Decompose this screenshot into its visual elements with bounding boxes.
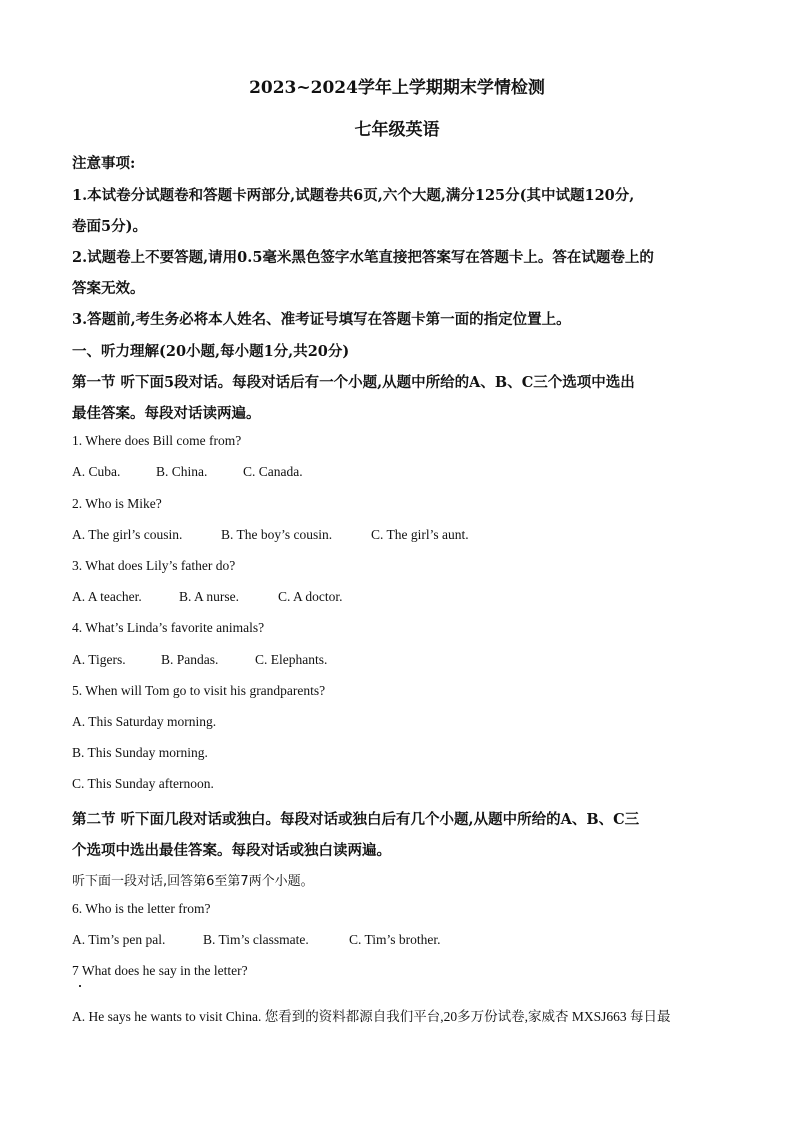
question-5-stem: 5. When will Tom go to visit his grandparents? [72,683,326,698]
question-6-stem: 6. Who is the letter from? [72,901,211,916]
question-2-options [72,527,469,543]
section2-instruction-line-2: 个选项中选出最佳答案。每段对话或独白读两遍。 [72,842,391,859]
question-7-option-a: A. He says he wants to visit China. 您看到的资料都源自我们平台,20多万份试卷,家威杏 MXSJ663 每日最 [72,1009,671,1024]
question-2-option-b: B. The boy’s cousin. [221,527,333,542]
question-2-option-a: A. The girl’s cousin. [72,527,183,542]
exam-title: 2023~2024学年上学期期末学情检测 [249,78,545,98]
question-1-option-b: B. China. [156,464,208,479]
question-6-option-a: A. Tim’s pen pal. [72,932,166,947]
question-5-option-a: A. This Saturday morning. [72,714,217,729]
part1-heading: 一、听力理解(20小题,每小题1分,共20分) [72,343,350,360]
question-1-option-a: A. Cuba. [72,464,121,479]
note-2-line-1: 2.试题卷上不要答题,请用0.5毫米黑色签字水笔直接把答案写在答题卡上。答在试题卷上的 [72,249,654,266]
section2-dialogue-instruction: 听下面一段对话,回答第6至第7两个小题。 [72,874,314,889]
question-3-stem: 3. What does Lily’s father do? [72,558,236,573]
question-7-stem: 7 What does he say in the letter? [72,963,248,978]
question-4-options [72,652,327,668]
question-4-option-a: A. Tigers. [72,652,126,667]
question-6-option-b: B. Tim’s classmate. [203,932,309,947]
note-1-line-1: 1.本试卷分试题卷和答题卡两部分,试题卷共6页,六个大题,满分125分(其中试题120分, [72,187,635,204]
question-3-option-b: B. A nurse. [179,589,240,604]
question-4-stem: 4. What’s Linda’s favorite animals? [72,620,265,635]
question-3-options [72,589,343,605]
question-6-option-c: C. Tim’s brother. [349,932,441,947]
question-1-stem: 1. Where does Bill come from? [72,433,242,448]
section1-instruction-line-1: 第一节 听下面5段对话。每段对话后有一个小题,从题中所给的A、B、C三个选项中选出 [72,374,635,391]
note-1-line-2: 卷面5分)。 [72,218,147,235]
question-4-option-b: B. Pandas. [161,652,219,667]
section2-instruction-line-1: 第二节 听下面几段对话或独白。每段对话或独白后有几个小题,从题中所给的A、B、C三 [72,811,640,828]
question-5-option-c: C. This Sunday afternoon. [72,776,214,791]
notes-heading: 注意事项: [72,155,136,172]
question-3-option-c: C. A doctor. [278,589,343,604]
question-2-option-c: C. The girl’s aunt. [371,527,469,542]
question-3-option-a: A. A teacher. [72,589,142,604]
section1-instruction-line-2: 最佳答案。每段对话读两遍。 [72,405,261,422]
question-2-stem: 2. Who is Mike? [72,496,162,511]
note-3: 3.答题前,考生务必将本人姓名、准考证号填写在答题卡第一面的指定位置上。 [72,311,571,328]
exam-subtitle: 七年级英语 [354,120,440,140]
question-4-option-c: C. Elephants. [255,652,328,667]
question-5-option-b: B. This Sunday morning. [72,745,208,760]
question-1-option-c: C. Canada. [243,464,303,479]
dot-mark [79,985,81,987]
note-2-line-2: 答案无效。 [72,280,145,297]
question-6-options [72,932,441,948]
question-1-options [72,464,303,480]
